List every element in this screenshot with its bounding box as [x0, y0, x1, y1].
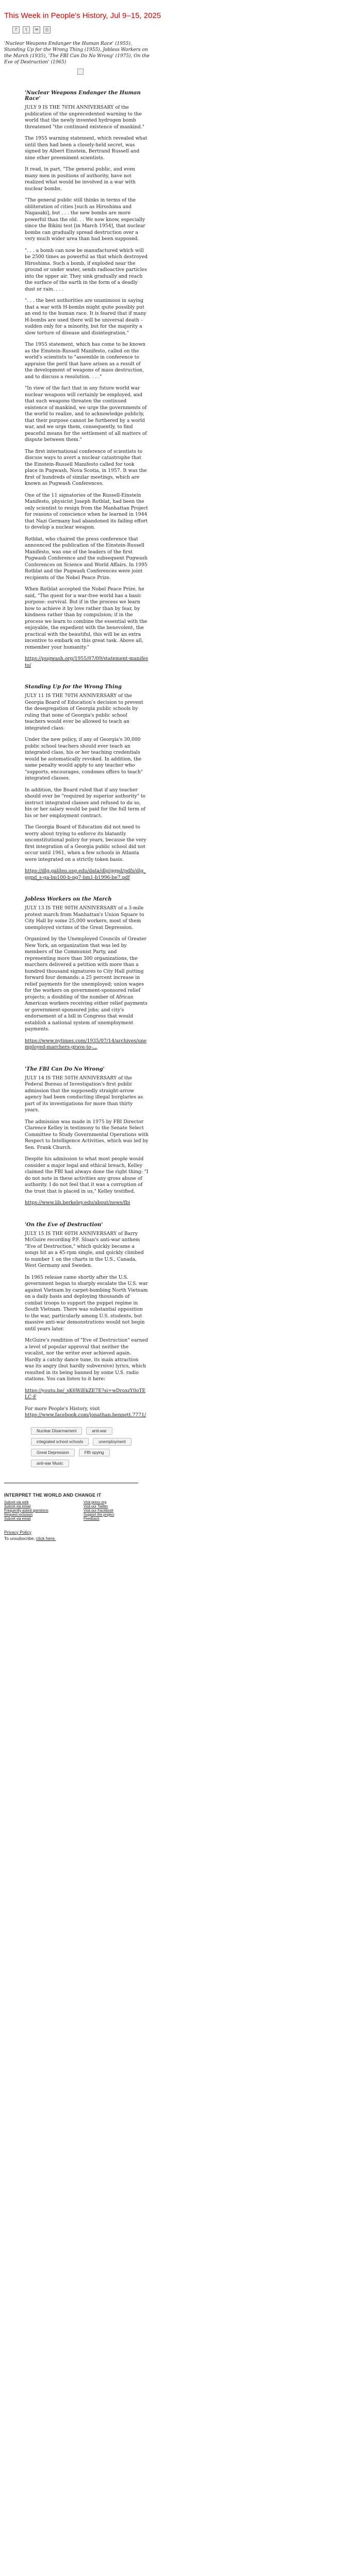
tag[interactable]: FBI spying [79, 1449, 110, 1456]
article-section [25, 1066, 149, 1207]
tag-list [31, 1427, 144, 1467]
section-heading: Jobless Workers on the March [25, 896, 112, 902]
email-icon[interactable]: ✉ [33, 26, 40, 33]
paragraph: One of the 11 signatories of the Russell-Einstein Manifesto, physicist Joseph Rotblat, had been the only scientist to resign from the Manhattan Project for reasons of conscience when he learned in 1944 that Nazi Germany had abandoned its failing effort to develop a nuclear weapon. [25, 492, 149, 530]
footer-link[interactable]: Request inclusion [4, 1513, 33, 1517]
footer-links [4, 1501, 159, 1521]
privacy-link[interactable]: Privacy Policy [4, 1529, 31, 1535]
facebook-link[interactable]: https://www.facebook.com/jonathan.bennett.7771/ [25, 1412, 146, 1418]
paragraph: In addition, the Board ruled that if any teacher should ever be "required by superior authority" to instruct integrated classes and refused to do so, his or her salary would be paid for the full term of his or her employment contract. [25, 787, 146, 819]
print-icon[interactable]: ⎙ [43, 26, 51, 33]
source-link-row [25, 1200, 149, 1207]
source-link-row [25, 1038, 149, 1051]
paragraph: JULY 11 IS THE 70TH ANNIVERSARY of the Georgia Board of Education's decision to prevent the desegregation of Georgia public schools by ruling that none of Georgia's public school teachers would ever be allowed to teach an integrated class. [25, 693, 143, 731]
section-heading: 'The FBI Can Do No Wrong' [25, 1066, 105, 1072]
paragraph: When Rotblat accepted the Nobel Peace Prize, he said, "The quest for a war-free world has a basic purpose: survival. But if in the process we learn how to achieve it by love rather than by fear, by kindness rather than by compulsion; if in the process we learn to combine the essential with the enjoyable, the expedient with the benevolent, the practical with the beautiful, this will be an extra incentive to embark on this great task. Above all, remember your humanity." [25, 586, 147, 650]
footer-link[interactable]: Support the project [84, 1513, 114, 1517]
page-title: This Week in People's History, Jul 9–15, 2025 [4, 11, 161, 20]
tag[interactable]: integrated school schools [31, 1438, 89, 1446]
paragraph: The 1955 warning statement, which revealed what until then had been a closely-held secret, was signed by Albert Einstein, Bertrand Russell and nine other preeminent scientists. [25, 135, 147, 161]
source-link[interactable]: https://youtu.be/_sK6WiEkZE7E?si=wDroszY0oTELC-F [25, 1387, 146, 1400]
twitter-icon[interactable]: t [23, 26, 30, 33]
article-section [25, 896, 149, 1051]
tag[interactable]: unemployment [93, 1438, 131, 1446]
paragraph: It read, in part, "The general public, and even many men in positions of authority, have not realized what would be involved in a war with nuclear bombs. [25, 166, 136, 192]
paragraph: Rotblat, who chaired the press conference that announced the publication of the Einstein-Russell Manifesto, was one of the leaders of the first Pugwash Conference and the subsequent Pugwash Conferences on Science and World Affairs. In 1995 Rotblat and the Pugwash Conferences were joint recipients of the Nobel Peace Prize. [25, 536, 147, 581]
legal [4, 1529, 361, 1541]
more-history-row [25, 1406, 149, 1419]
paragraph: The admission was made in 1975 by FBI Director Clarence Kelley in testimony to the Senate Select Committee to Study Governmental Operations with Respect to Intelligence Activities, which was led by Sen. Frank Church. [25, 1118, 149, 1150]
article-section [25, 684, 149, 881]
paragraph: McGuire's rendition of "Eve of Destruction" earned a level of popular approval that neither the vocalist, nor the writer ever achieved again. Hardly a catchy dance tune, its main attraction was its angry (but hardly subversive) lyrics, which resulted in its being banned by some U.S. radio stations. You can listen to it here: [25, 1337, 148, 1382]
page [0, 11, 361, 1541]
source-link-row [25, 1388, 149, 1401]
source-link[interactable]: https://pugwash.org/1955/07/09/statement-manifesto/ [25, 656, 149, 668]
section-heading: 'Nuclear Weapons Endanger the Human Race' [25, 90, 141, 101]
article-section [25, 1222, 149, 1419]
paragraph: "The general public still thinks in terms of the obliteration of cities [such as Hiroshima and Nagasaki], but . . . the new bombs are more powerful than the old. . . We now know, especially since the Bikini test [in March 1954], that nuclear bombs can gradually spread destruction over a very much wider area than had been supposed. [25, 197, 145, 242]
footer-link[interactable]: Visit our Facebook [84, 1509, 113, 1513]
tag[interactable]: Nuclear Disarmament [31, 1427, 82, 1435]
paragraph: Organized by the Unemployed Councils of Greater New York, an organization that was led by members of the Communist Party, and representing more than 300 organizations, the marchers delivered a petition with more than a hundred thousand signatures to City Hall putting forward four demands: a 25 percent increase in relief payments for the unemployed; union wages for the workers on government-sponsored relief projects; a doubling of the number of African American workers receiving either relief payments or government-sponsored jobs; and city's endorsement of a bill in Congress that would establish a national system of unemployment payments. [25, 936, 147, 1032]
paragraph: JULY 13 IS THE 90TH ANNIVERSARY of a 3-mile protest march from Manhattan's Union Square to City Hall by some 25,000 workers, most of them unemployed victims of the Great Depression. [25, 905, 144, 930]
footer-link[interactable]: Visit press.org [84, 1500, 107, 1504]
tag[interactable]: Great Depression [31, 1449, 75, 1456]
unsubscribe-link[interactable]: click here. [36, 1535, 56, 1541]
paragraph: JULY 15 IS THE 60TH ANNIVERSARY of Barry McGuire recording P.F. Sloan's anti-war anthem "Eve of Destruction," which quickly became a songs hit as a 45-rpm single, and quickly climbed to number 1 on the charts in the U.S., Canada, West Germany and Sweden. [25, 1230, 144, 1268]
issue-subtitle: 'Nuclear Weapons Endanger the Human Race' (1955), Standing Up for the Wrong Thing (1955), Jobless Workers on the March (1935), 'The FBI Can Do No Wrong' (1975), On the Eve of Destruction' (1965) [4, 41, 150, 65]
paragraph: Despite his admission to what most people would consider a major legal and ethical breach, Kelley claimed the FBI had always done the right thing: "I do not note in these activities any gross abuse of authority. I do not feel that it was a corruption of the trust that is placed in us," Kelley testified. [25, 1156, 149, 1194]
paragraph: "In view of the fact that in any future world war nuclear weapons will certainly be employed, and that such weapons threaten the continued existence of mankind, we urge the governments of the world to realize, and to acknowledge publicly, that their purpose cannot be furthered by a world war, and we urge them, consequently, to find peaceful means for the settlement of all matters of dispute between them." [25, 385, 147, 443]
footer [4, 1493, 159, 1521]
section-heading: Standing Up for the Wrong Thing [25, 684, 122, 690]
footer-link[interactable]: Frequently asked questions [4, 1509, 48, 1513]
source-link-row [25, 656, 149, 669]
paragraph: The first international conference of scientists to discuss ways to avert a nuclear catastrophe that the Einstein-Russell Manifesto called for took place in Pugwash, Nova Scotia, in 1957. It was the first of hundreds of similar meetings, which are known as Pugwash Conferences. [25, 448, 147, 486]
paragraph: JULY 9 IS THE 70TH ANNIVERSARY of the publication of the unprecedented warning to the world that the newly invented hydrogen bomb threatened "the continued existence of mankind." [25, 105, 144, 130]
paragraph: The Georgia Board of Education did not need to worry about trying to enforce its blatantly unconstitutional policy for years, because the very first integration of a Georgia public school did not occur until 1961, when a few schools in Atlanta were integrated on a strictly token basis. [25, 824, 146, 862]
paragraph: In 1965 release came shortly after the U.S. government began to sharply escalate the U.S. war against Vietnam by carpet-bombing North Vietnam on a daily basis and deploying thousands of combat troops to support the puppet regime in South Vietnam. There was substantial opposition to the war, particularly among U.S. students, but massive anti-war demonstrations would not begin until years later. [25, 1274, 148, 1332]
footer-link[interactable]: Submit via web [4, 1500, 29, 1504]
article-section [25, 90, 149, 669]
source-link[interactable]: https://www.nytimes.com/1935/07/14/archives/unemployed-marchers-grave-to-... [25, 1038, 147, 1050]
section-heading: 'On the Eve of Destruction' [25, 1222, 103, 1228]
paragraph: ". . . a bomb can now be manufactured which will be 2500 times as powerful as that which destroyed Hiroshima. Such a bomb, if exploded near the ground or under water, sends radioactive particles into the upper air. They sink gradually and reach the surface of the earth in the form of a deadly dust or rain. . . . [25, 247, 148, 292]
share-icons [12, 26, 361, 33]
tag[interactable]: anti-war Music [31, 1460, 69, 1467]
paragraph: The 1955 statement, which has come to be known as the Einstein-Russell Manifesto, called on the world's scientists to "assemble in conference to appraise the peril that have arisen as a result of the development of weapons of mass destruction, and to discuss a resolution. . . ." [25, 342, 145, 380]
paragraph: ". . . the best authorities are unanimous in saying that a war with H-bombs might quite possibly put an end to the human race. It is feared that if many H-bombs are used there will be universal death – sudden only for a minority, but for the majority a slow torture of disease and disintegration." [25, 298, 146, 336]
more-history-text: For more People's History, visit [25, 1405, 100, 1412]
footer-link[interactable]: Submit via email [4, 1517, 31, 1521]
paragraph: Under the new policy, if any of Georgia's 30,000 public school teachers should ever teach an integrated class, his or her teaching credentials would be automatically revoked. In addition, the same penalty would apply to any teacher who "supports, encourages, condones offers to teach" integrated classes. [25, 737, 143, 781]
source-link[interactable]: https://www.lib.berkeley.edu/about/news/fbi [25, 1200, 130, 1206]
footer-heading: INTERPRET THE WORLD AND CHANGE IT [4, 1492, 102, 1498]
footer-link[interactable]: Visit our Twitter [84, 1504, 108, 1509]
source-link-row [25, 868, 149, 881]
footer-link[interactable]: Submit via email [4, 1504, 31, 1509]
paragraph: JULY 14 IS THE 50TH ANNIVERSARY of the Federal Bureau of Investigation's first public admission that the supposedly straight-arrow agency had been conducting illegal burglaries as part of its investigations for more than thirty years. [25, 1075, 143, 1113]
source-link[interactable]: https://dlg.galileo.usg.edu/data/dlg/ggpd/pdfs/dlg_ggpd_s-ga-bp100-b-pg7-bm1-b1996-be7.pdf [25, 868, 146, 880]
facebook-icon[interactable]: f [12, 26, 20, 33]
tag[interactable]: anti-war [86, 1427, 112, 1435]
footer-link[interactable]: Feedback [84, 1517, 100, 1521]
unsubscribe-text: To unsubscribe, [4, 1535, 35, 1541]
image-placeholder-icon [77, 69, 84, 75]
